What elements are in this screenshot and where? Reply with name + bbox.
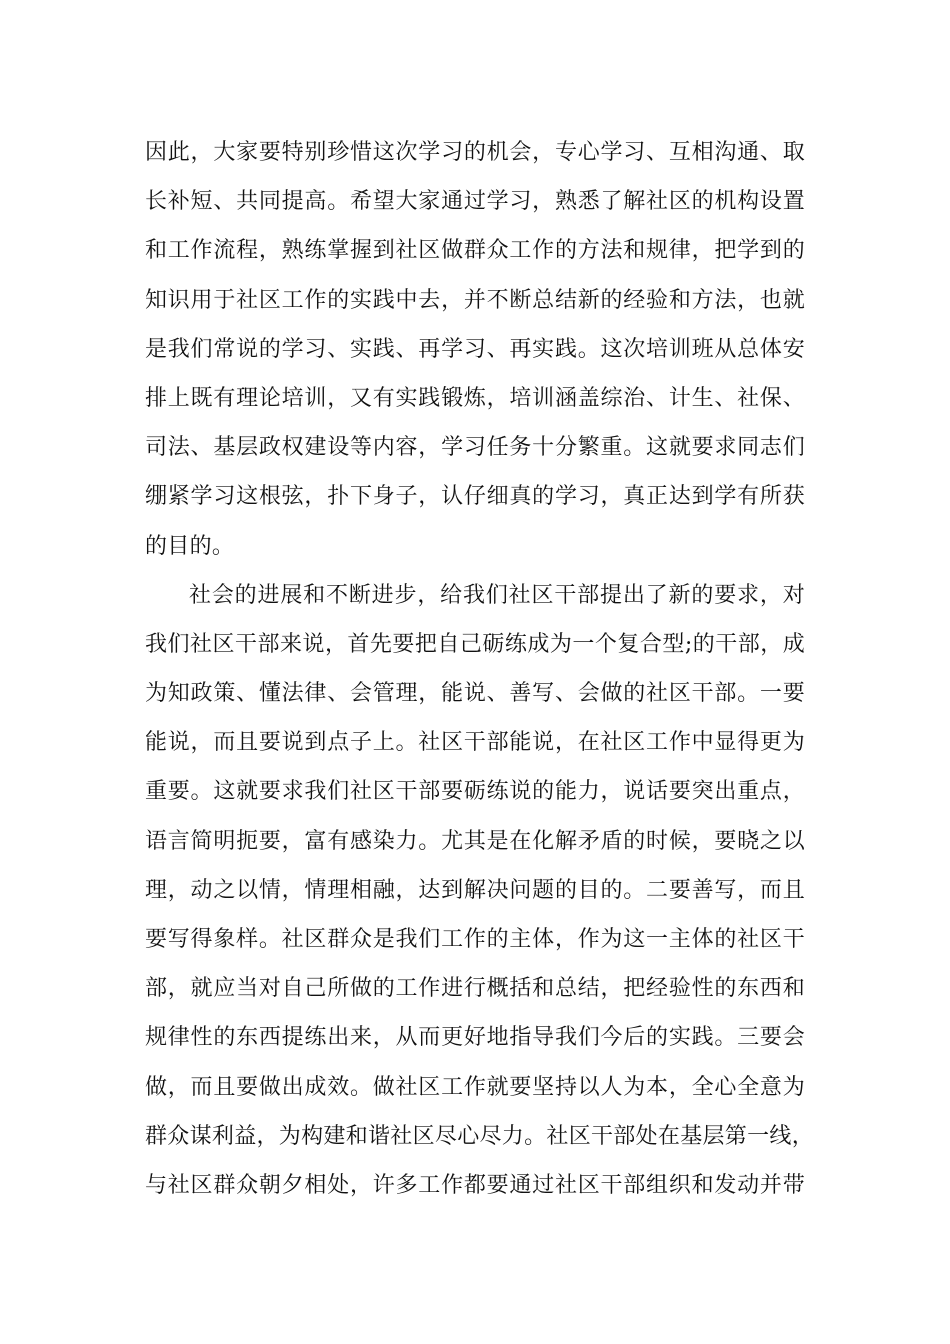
paragraph-1-line-2: 长补短、共同提高。希望大家通过学习，熟悉了解社区的机构设置 [145, 189, 805, 215]
paragraph-2-line-13: 与社区群众朝夕相处，许多工作都要通过社区干部组织和发动并带 [145, 1172, 805, 1198]
paragraph-2-line-12: 群众谋利益，为构建和谐社区尽心尽力。社区干部处在基层第一线， [145, 1123, 815, 1149]
paragraph-2-line-5: 重要。这就要求我们社区干部要砺练说的能力，说话要突出重点， [145, 779, 805, 805]
paragraph-2-line-10: 规律性的东西提练出来，从而更好地指导我们今后的实践。三要会 [145, 1025, 805, 1051]
paragraph-2-line-2: 我们社区干部来说，首先要把自己砺练成为一个复合型;的干部，成 [145, 631, 805, 657]
paragraph-2-line-6: 语言简明扼要，富有感染力。尤其是在化解矛盾的时候，要晓之以 [145, 828, 805, 854]
paragraph-1-line-6: 排上既有理论培训，又有实践锻炼，培训涵盖综治、计生、社保、 [145, 385, 805, 411]
paragraph-1-line-9: 的目的。 [145, 533, 235, 559]
paragraph-2-line-11: 做，而且要做出成效。做社区工作就要坚持以人为本，全心全意为 [145, 1074, 805, 1100]
paragraph-2-line-1: 社会的进展和不断进步，给我们社区干部提出了新的要求，对 [189, 582, 805, 608]
body-text [145, 128, 815, 1210]
paragraph-1-line-5: 是我们常说的学习、实践、再学习、再实践。这次培训班从总体安 [145, 336, 805, 362]
paragraph-2-line-4: 能说，而且要说到点子上。社区干部能说，在社区工作中显得更为 [145, 730, 805, 756]
paragraph-2-line-3: 为知政策、懂法律、会管理，能说、善写、会做的社区干部。一要 [145, 681, 805, 707]
paragraph-1-line-7: 司法、基层政权建设等内容，学习任务十分繁重。这就要求同志们 [145, 435, 805, 461]
paragraph-1-line-8: 绷紧学习这根弦，扑下身子，认仔细真的学习，真正达到学有所获 [145, 484, 805, 510]
paragraph-1-line-4: 知识用于社区工作的实践中去，并不断总结新的经验和方法，也就 [145, 287, 805, 313]
paragraph-2-line-8: 要写得象样。社区群众是我们工作的主体，作为这一主体的社区干 [145, 927, 805, 952]
paragraph-1-line-3: 和工作流程，熟练掌握到社区做群众工作的方法和规律，把学到的 [145, 238, 805, 264]
paragraph-2-line-9: 部，就应当对自己所做的工作进行概括和总结，把经验性的东西和 [145, 976, 805, 1002]
paragraph-1-line-1: 因此，大家要特别珍惜这次学习的机会，专心学习、互相沟通、取 [145, 140, 805, 165]
paragraph-2-line-7: 理，动之以情，情理相融，达到解决问题的目的。二要善写，而且 [145, 877, 805, 903]
